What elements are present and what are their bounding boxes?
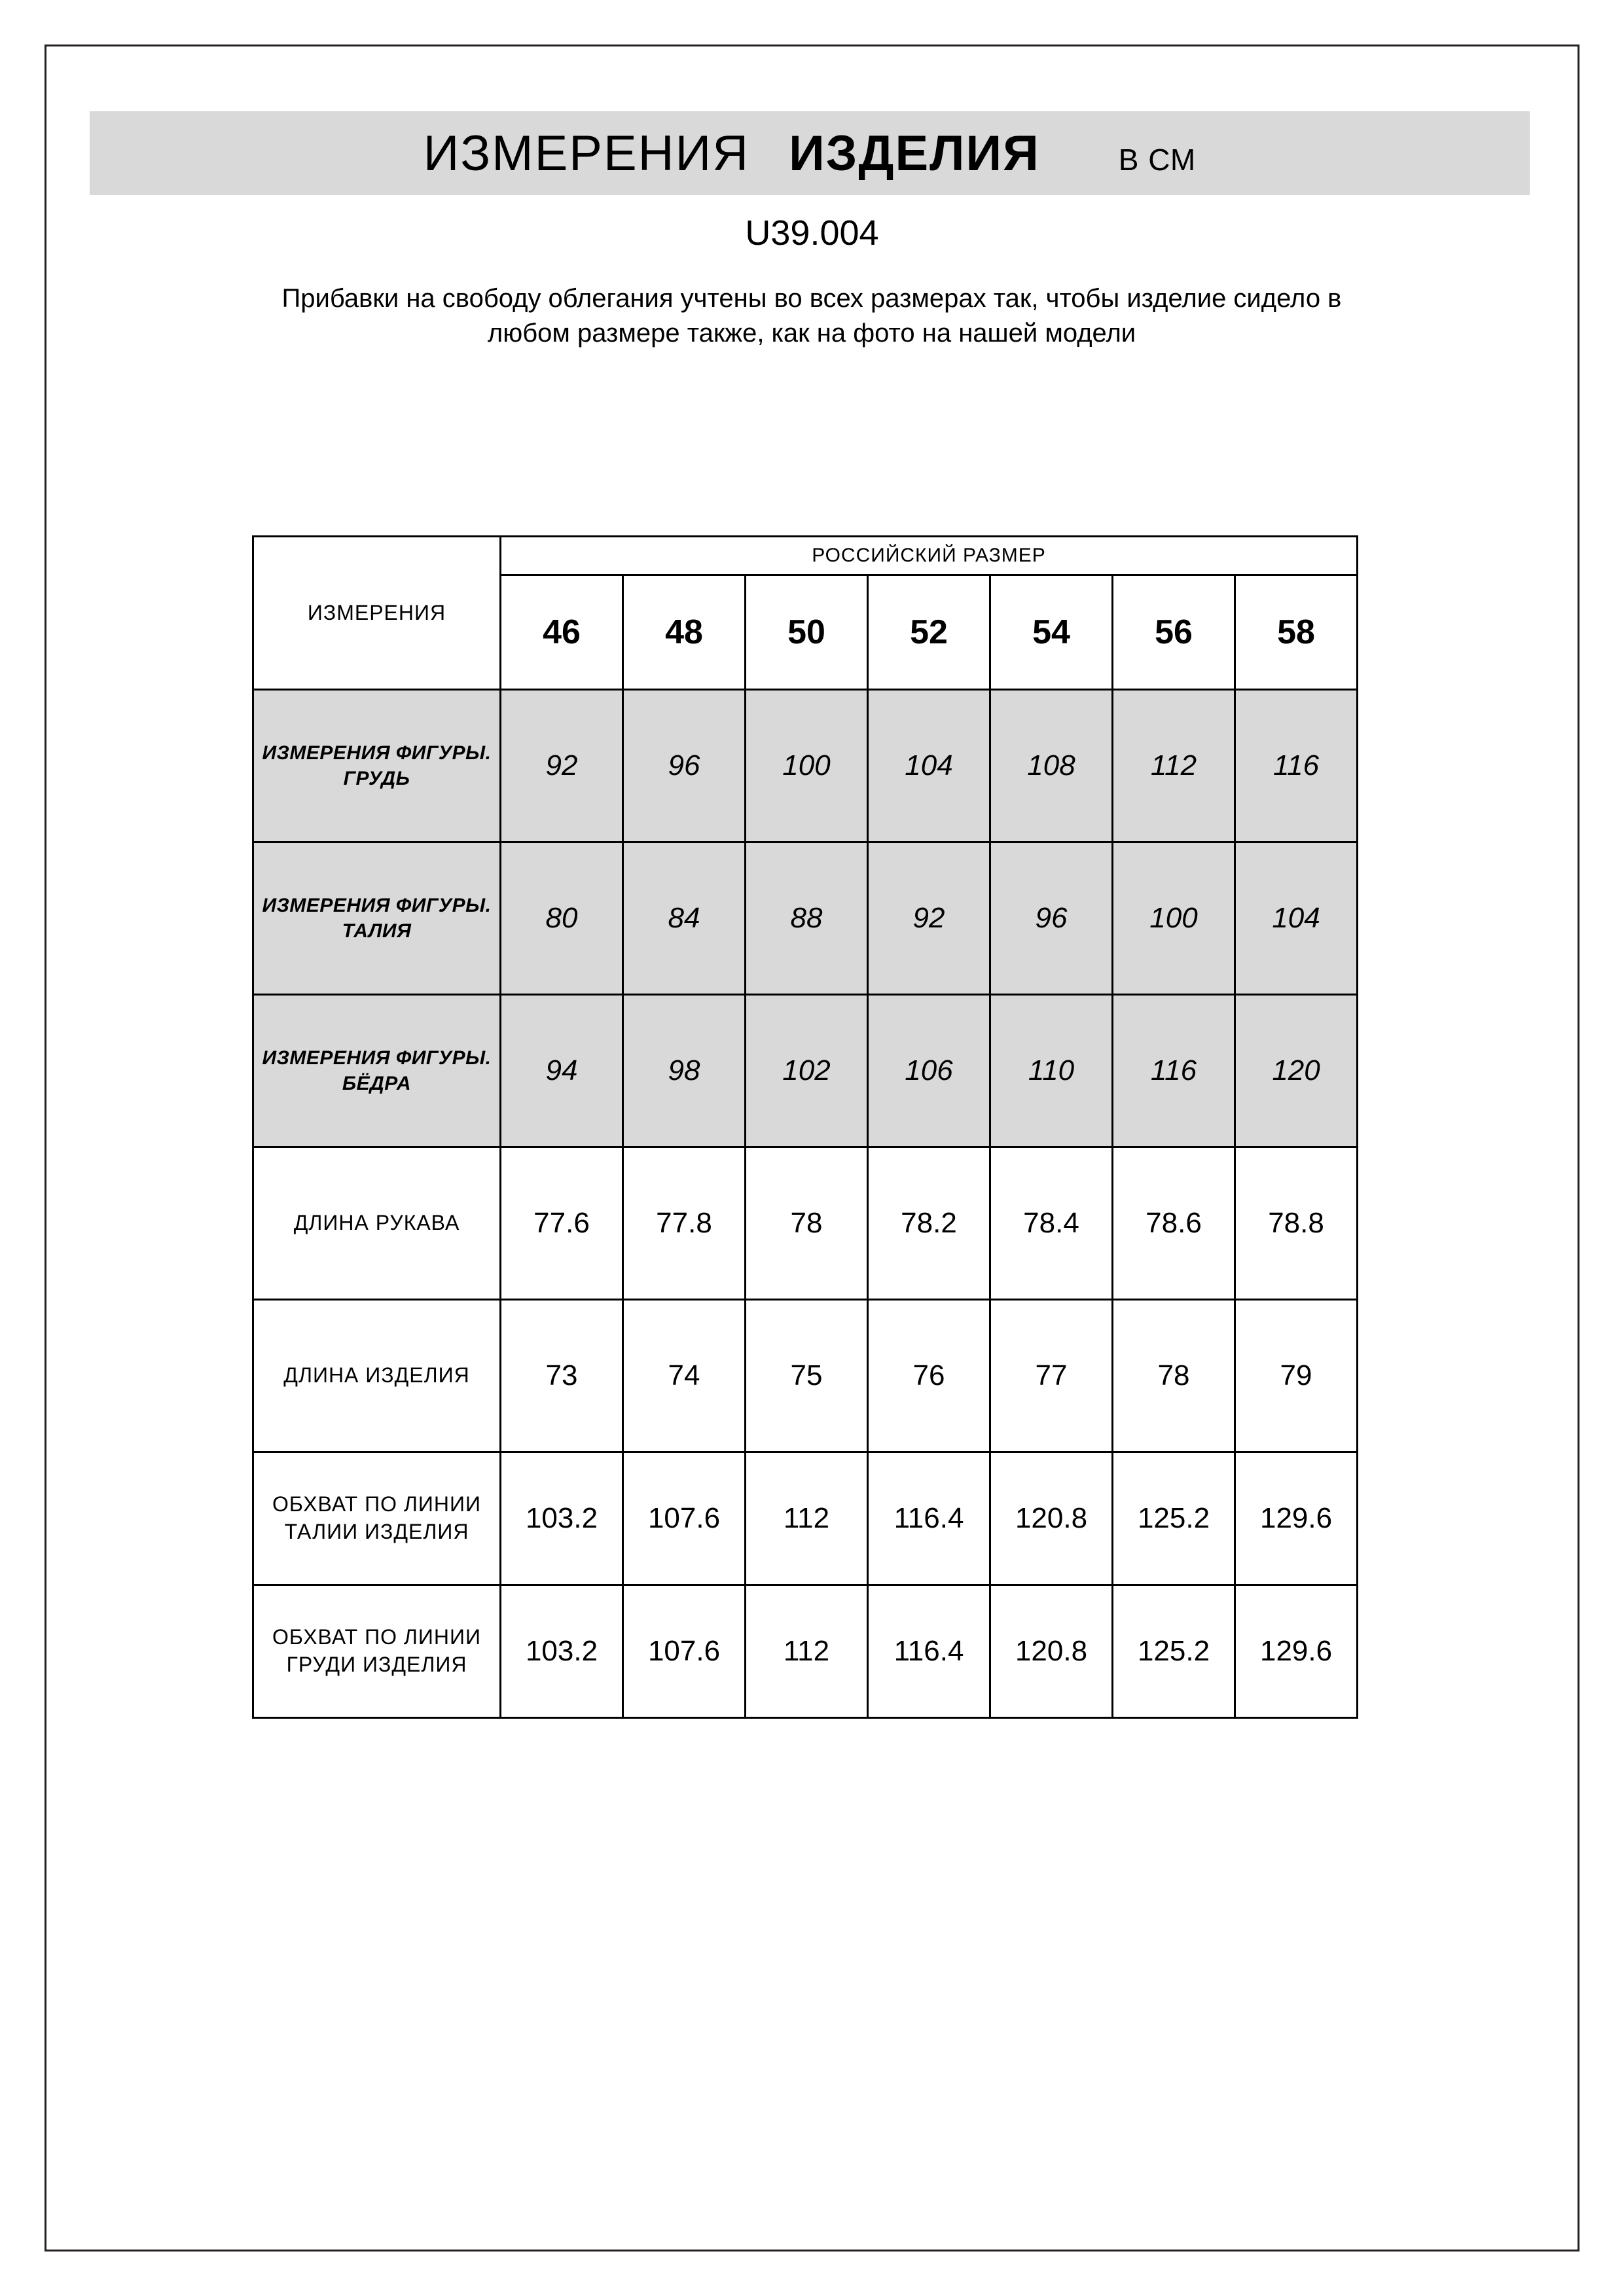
row-value: 80 — [501, 842, 623, 995]
row-value: 103.2 — [501, 1585, 623, 1718]
row-value: 106 — [868, 995, 990, 1147]
row-value: 125.2 — [1113, 1585, 1235, 1718]
row-value: 79 — [1235, 1300, 1358, 1452]
size-header-52: 52 — [868, 575, 990, 690]
row-value: 110 — [990, 995, 1113, 1147]
row-value: 78 — [746, 1147, 868, 1300]
size-table-container — [252, 535, 1358, 1719]
row-value: 100 — [1113, 842, 1235, 995]
size-header-46: 46 — [501, 575, 623, 690]
size-table — [252, 535, 1358, 1719]
row-value: 77 — [990, 1300, 1113, 1452]
title-banner-inner — [424, 125, 1196, 182]
row-value: 108 — [990, 690, 1113, 842]
row-value: 74 — [623, 1300, 746, 1452]
row-value: 76 — [868, 1300, 990, 1452]
row-value: 116.4 — [868, 1585, 990, 1718]
row-value: 78.2 — [868, 1147, 990, 1300]
size-header-54: 54 — [990, 575, 1113, 690]
row-value: 77.8 — [623, 1147, 746, 1300]
row-value: 104 — [1235, 842, 1358, 995]
row-label: ИЗМЕРЕНИЯ ФИГУРЫ. БЁДРА — [253, 995, 501, 1147]
row-value: 102 — [746, 995, 868, 1147]
row-value: 129.6 — [1235, 1452, 1358, 1585]
row-value: 78.4 — [990, 1147, 1113, 1300]
row-value: 88 — [746, 842, 868, 995]
row-value: 120 — [1235, 995, 1358, 1147]
measurements-header-cell: ИЗМЕРЕНИЯ — [253, 537, 501, 690]
row-value: 92 — [501, 690, 623, 842]
row-label: ДЛИНА ИЗДЕЛИЯ — [253, 1300, 501, 1452]
table-head-group-row — [253, 537, 1358, 575]
row-value: 75 — [746, 1300, 868, 1452]
row-value: 94 — [501, 995, 623, 1147]
row-value: 78.6 — [1113, 1147, 1235, 1300]
table-row — [253, 690, 1358, 842]
title-word-product: ИЗДЕЛИЯ — [789, 125, 1040, 181]
table-row — [253, 1300, 1358, 1452]
table-row — [253, 1452, 1358, 1585]
row-value: 107.6 — [623, 1452, 746, 1585]
title-unit-label: В СМ — [1118, 142, 1197, 177]
row-label: ИЗМЕРЕНИЯ ФИГУРЫ. ГРУДЬ — [253, 690, 501, 842]
row-value: 98 — [623, 995, 746, 1147]
row-label: ДЛИНА РУКАВА — [253, 1147, 501, 1300]
row-value: 116 — [1235, 690, 1358, 842]
row-value: 112 — [746, 1452, 868, 1585]
row-value: 78 — [1113, 1300, 1235, 1452]
size-header-58: 58 — [1235, 575, 1358, 690]
table-row — [253, 1147, 1358, 1300]
row-value: 78.8 — [1235, 1147, 1358, 1300]
row-value: 96 — [623, 690, 746, 842]
table-row — [253, 842, 1358, 995]
row-value: 107.6 — [623, 1585, 746, 1718]
table-row — [253, 1585, 1358, 1718]
table-row — [253, 995, 1358, 1147]
row-value: 116.4 — [868, 1452, 990, 1585]
title-word-measurements: ИЗМЕРЕНИЯ — [423, 125, 750, 181]
row-label: ОБХВАТ ПО ЛИНИИ ТАЛИИ ИЗДЕЛИЯ — [253, 1452, 501, 1585]
row-value: 77.6 — [501, 1147, 623, 1300]
row-value: 120.8 — [990, 1585, 1113, 1718]
row-value: 92 — [868, 842, 990, 995]
row-value: 103.2 — [501, 1452, 623, 1585]
row-value: 73 — [501, 1300, 623, 1452]
row-value: 104 — [868, 690, 990, 842]
russian-size-header-cell: РОССИЙСКИЙ РАЗМЕР — [501, 537, 1358, 575]
title-banner — [90, 111, 1530, 195]
row-value: 100 — [746, 690, 868, 842]
size-header-56: 56 — [1113, 575, 1235, 690]
fit-note: Прибавки на свободу облегания учтены во всех размерах так, чтобы изделие сидело в любом размере также, как на фото на нашей модели — [281, 284, 1342, 348]
row-value: 112 — [746, 1585, 868, 1718]
article-code: U39.004 — [745, 213, 879, 253]
row-value: 129.6 — [1235, 1585, 1358, 1718]
row-value: 125.2 — [1113, 1452, 1235, 1585]
row-value: 96 — [990, 842, 1113, 995]
size-header-50: 50 — [746, 575, 868, 690]
row-label: ОБХВАТ ПО ЛИНИИ ГРУДИ ИЗДЕЛИЯ — [253, 1585, 501, 1718]
row-value: 84 — [623, 842, 746, 995]
row-value: 120.8 — [990, 1452, 1113, 1585]
row-value: 116 — [1113, 995, 1235, 1147]
row-label: ИЗМЕРЕНИЯ ФИГУРЫ. ТАЛИЯ — [253, 842, 501, 995]
row-value: 112 — [1113, 690, 1235, 842]
size-header-48: 48 — [623, 575, 746, 690]
